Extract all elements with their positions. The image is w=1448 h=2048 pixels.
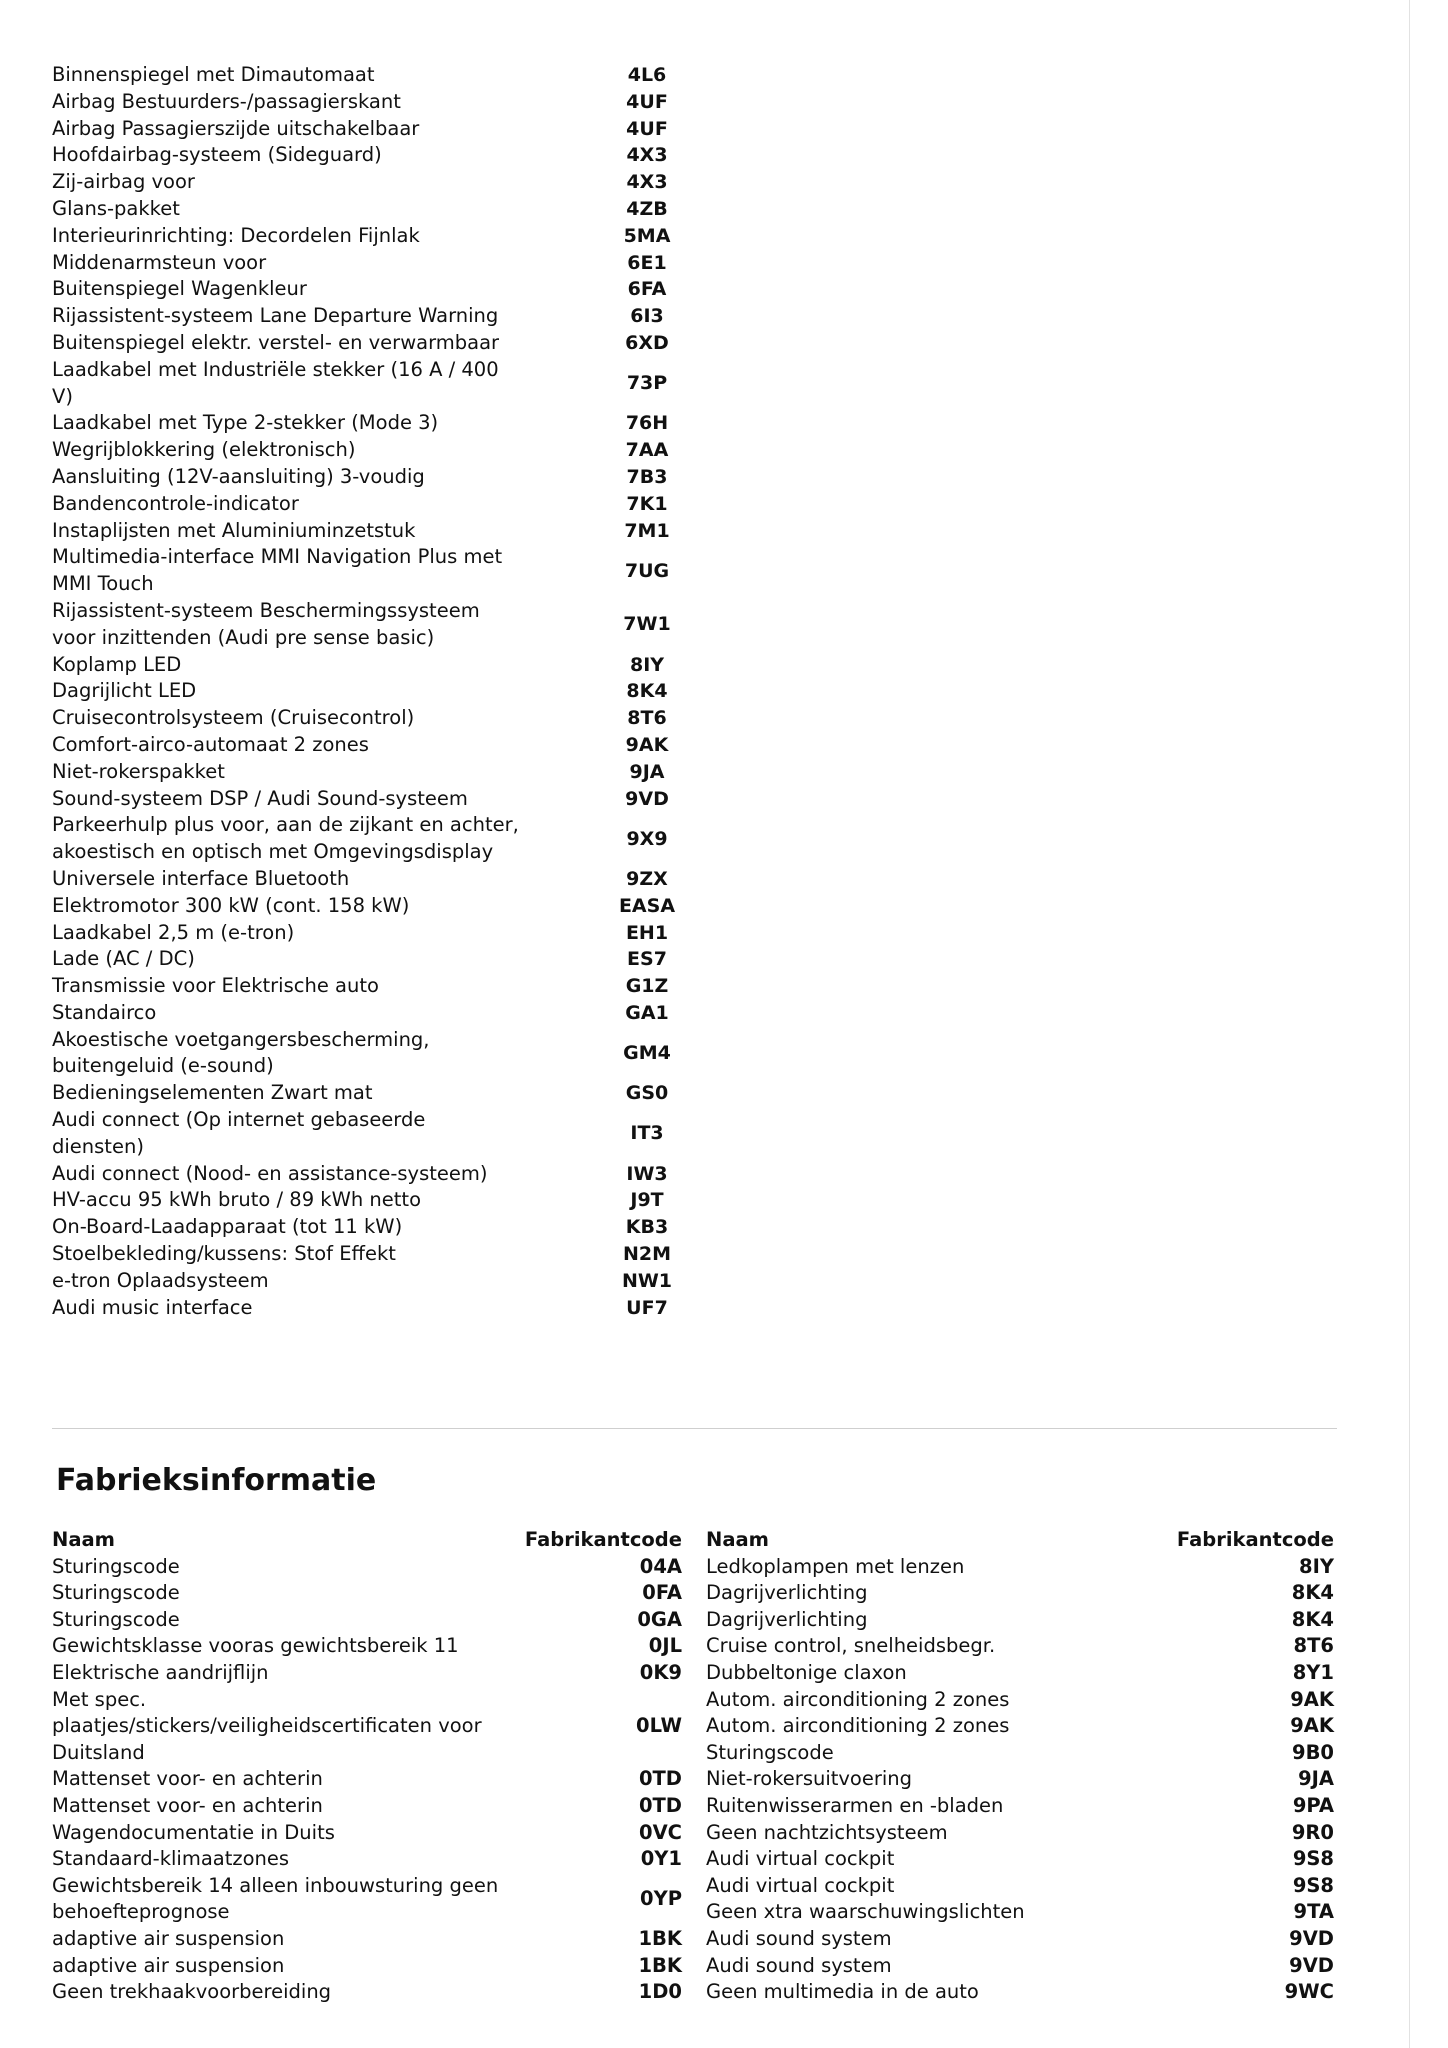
- factory-item-name: Niet-rokersuitvoering: [706, 1767, 913, 1791]
- option-code: 4X3: [626, 144, 668, 167]
- factory-row: [706, 1660, 1334, 1687]
- factory-item-name: Mattenset voor- en achterin: [52, 1767, 323, 1791]
- option-row: [52, 786, 702, 813]
- factory-row: [706, 1740, 1334, 1767]
- factory-item-name: Sturingscode: [52, 1581, 180, 1605]
- factory-row: [52, 1846, 682, 1873]
- option-code: ES7: [627, 948, 667, 971]
- factory-item-code: 04A: [639, 1554, 682, 1578]
- option-name: Stoelbekleding/kussens: Stof Effekt: [52, 1242, 396, 1266]
- header-code: Fabrikantcode: [1176, 1528, 1334, 1551]
- header-code: Fabrikantcode: [524, 1528, 682, 1551]
- factory-item-code: 0YP: [640, 1887, 682, 1911]
- factory-item-code: 0TD: [638, 1793, 682, 1817]
- factory-row: [52, 1926, 682, 1953]
- factory-item-code: 9PA: [1292, 1793, 1334, 1817]
- option-row: [52, 169, 702, 196]
- factory-row: [706, 1580, 1334, 1607]
- factory-row: [52, 1554, 682, 1581]
- option-code: 4X3: [626, 171, 668, 194]
- option-row: [52, 678, 702, 705]
- factory-item-name: Geen multimedia in de auto: [706, 1980, 979, 2004]
- factory-item-name: Dubbeltonige claxon: [706, 1660, 907, 1684]
- option-name: Airbag Passagierszijde uitschakelbaar: [52, 116, 420, 140]
- factory-item-name: Ledkoplampen met lenzen: [706, 1554, 965, 1578]
- option-code: 6I3: [630, 305, 664, 328]
- option-code: 76H: [625, 412, 669, 435]
- option-code: 6E1: [627, 251, 667, 274]
- option-row: [52, 276, 702, 303]
- factory-row: [52, 1687, 682, 1767]
- option-code: NW1: [621, 1269, 673, 1292]
- factory-row: [706, 1899, 1334, 1926]
- option-code: 7K1: [626, 492, 668, 515]
- option-name: Laadkabel met Industriële stekker (16 A / 400 V): [52, 357, 499, 408]
- option-code: J9T: [630, 1189, 664, 1212]
- factory-item-code: 0JL: [648, 1634, 682, 1658]
- option-code: 4L6: [627, 64, 667, 86]
- option-row: [52, 1295, 702, 1322]
- factory-row: [706, 1953, 1334, 1980]
- option-name: Parkeerhulp plus voor, aan de zijkant en achter, akoestisch en optisch met Omgevingsdisplay: [52, 813, 519, 864]
- factory-item-code: 9JA: [1298, 1767, 1334, 1791]
- option-code: GM4: [623, 1042, 671, 1065]
- section-divider: [52, 1428, 1337, 1429]
- factory-row: [52, 1580, 682, 1607]
- option-row: [52, 142, 702, 169]
- option-row: [52, 759, 702, 786]
- header-name: Naam: [52, 1528, 115, 1551]
- option-row: [52, 1214, 702, 1241]
- factory-table-right: [706, 1527, 1334, 2006]
- factory-row: [52, 1633, 682, 1660]
- option-name: Lade (AC / DC): [52, 947, 195, 971]
- option-row: [52, 223, 702, 250]
- factory-row: [52, 1660, 682, 1687]
- option-row: [52, 920, 702, 947]
- factory-row: [52, 1793, 682, 1820]
- option-code: 4UF: [626, 117, 668, 140]
- option-code: 8T6: [627, 707, 667, 730]
- option-code: 9AK: [625, 733, 669, 756]
- section-title: Fabrieksinformatie: [56, 1463, 377, 1498]
- option-name: Airbag Bestuurders-/passagierskant: [52, 89, 401, 113]
- factory-table-header: [52, 1527, 682, 1554]
- option-code: 8IY: [629, 653, 665, 676]
- option-name: Zij-airbag voor: [52, 170, 195, 194]
- factory-rows-left: [52, 1554, 682, 2006]
- option-row: [52, 1187, 702, 1214]
- factory-item-code: 8T6: [1293, 1634, 1334, 1658]
- factory-row: [52, 1979, 682, 2006]
- option-name: Binnenspiegel met Dimautomaat: [52, 63, 375, 86]
- option-row: [52, 1268, 702, 1295]
- factory-item-code: 8K4: [1291, 1581, 1334, 1605]
- option-name: Koplamp LED: [52, 652, 182, 676]
- option-row: [52, 357, 702, 411]
- option-row: [52, 1161, 702, 1188]
- option-name: Standairco: [52, 1000, 157, 1024]
- factory-row: [706, 1766, 1334, 1793]
- factory-row: [706, 1873, 1334, 1900]
- factory-item-code: 1BK: [638, 1953, 682, 1977]
- factory-item-name: Elektrische aandrijflijn: [52, 1660, 269, 1684]
- option-row: [52, 464, 702, 491]
- factory-item-name: Sturingscode: [52, 1607, 180, 1631]
- factory-item-code: 8K4: [1291, 1607, 1334, 1631]
- factory-item-name: Audi sound system: [706, 1953, 892, 1977]
- option-code: GS0: [625, 1082, 669, 1105]
- option-name: Buitenspiegel elektr. verstel- en verwarmbaar: [52, 330, 500, 354]
- option-code: 4UF: [626, 90, 668, 113]
- option-name: Rijassistent-systeem Lane Departure Warning: [52, 304, 499, 328]
- option-name: Audi connect (Nood- en assistance-systeem): [52, 1161, 488, 1185]
- option-code: 9JA: [629, 760, 665, 783]
- factory-row: [706, 1793, 1334, 1820]
- option-name: Niet-rokerspakket: [52, 759, 225, 783]
- option-code: EH1: [625, 921, 669, 944]
- option-row: [52, 330, 702, 357]
- header-name: Naam: [706, 1528, 769, 1551]
- factory-item-name: Geen nachtzichtsysteem: [706, 1820, 948, 1844]
- factory-item-code: 8IY: [1299, 1554, 1334, 1578]
- option-name: Rijassistent-systeem Beschermingssysteem voor inzittenden (Audi pre sense basic): [52, 598, 480, 649]
- option-code: KB3: [625, 1216, 669, 1239]
- option-code: 8K4: [626, 680, 668, 703]
- page-edge-line: [1409, 0, 1410, 2048]
- factory-item-name: Dagrijverlichting: [706, 1607, 868, 1631]
- factory-item-code: 9TA: [1293, 1900, 1334, 1924]
- factory-row: [52, 1873, 682, 1926]
- factory-item-code: 9AK: [1290, 1687, 1334, 1711]
- factory-item-name: Audi sound system: [706, 1926, 892, 1950]
- option-code: 73P: [626, 372, 668, 395]
- option-code: 9X9: [626, 827, 668, 850]
- option-row: [52, 1000, 702, 1027]
- factory-item-code: 0K9: [639, 1660, 682, 1684]
- factory-item-code: 0TD: [638, 1767, 682, 1791]
- factory-table-left: [52, 1527, 682, 2006]
- option-row: [52, 1241, 702, 1268]
- option-name: e-tron Oplaadsysteem: [52, 1268, 269, 1292]
- factory-item-code: 9R0: [1291, 1820, 1334, 1844]
- option-name: Hoofdairbag-systeem (Sideguard): [52, 143, 382, 167]
- option-row: [52, 89, 702, 116]
- option-row: [52, 303, 702, 330]
- factory-table-header: [706, 1527, 1334, 1554]
- option-name: Bandencontrole-indicator: [52, 491, 299, 515]
- option-row: [52, 1107, 702, 1161]
- option-row: [52, 866, 702, 893]
- options-list: [52, 62, 702, 1321]
- factory-item-name: Autom. airconditioning 2 zones: [706, 1714, 1010, 1738]
- factory-row: [706, 1633, 1334, 1660]
- option-name: Glans-pakket: [52, 196, 180, 220]
- option-name: HV-accu 95 kWh bruto / 89 kWh netto: [52, 1188, 422, 1212]
- option-row: [52, 1027, 702, 1081]
- option-row: [52, 946, 702, 973]
- option-name: Wegrijblokkering (elektronisch): [52, 438, 356, 462]
- option-name: Interieurinrichting: Decordelen Fijnlak: [52, 223, 420, 247]
- option-code: 7UG: [624, 559, 670, 582]
- factory-item-name: Geen trekhaakvoorbereiding: [52, 1980, 332, 2004]
- factory-item-code: 8Y1: [1292, 1660, 1334, 1684]
- factory-row: [706, 1713, 1334, 1740]
- option-code: EASA: [618, 894, 676, 917]
- option-name: Comfort-airco-automaat 2 zones: [52, 732, 369, 756]
- option-code: 9VD: [625, 787, 669, 810]
- factory-item-code: 9B0: [1292, 1740, 1334, 1764]
- factory-item-code: 0LW: [636, 1714, 682, 1738]
- factory-item-code: 0VC: [639, 1820, 682, 1844]
- option-row: [52, 437, 702, 464]
- option-row: [52, 196, 702, 223]
- option-name: Bedieningselementen Zwart mat: [52, 1081, 373, 1105]
- option-code: GA1: [625, 1001, 669, 1024]
- option-name: Akoestische voetgangersbescherming, buitengeluid (e-sound): [52, 1027, 430, 1078]
- factory-row: [52, 1766, 682, 1793]
- factory-item-name: Standaard-klimaatzones: [52, 1847, 290, 1871]
- factory-item-code: 1D0: [638, 1980, 682, 2004]
- factory-item-name: Wagendocumentatie in Duits: [52, 1820, 335, 1844]
- factory-item-name: Mattenset voor- en achterin: [52, 1793, 323, 1817]
- option-code: 4ZB: [626, 197, 668, 220]
- option-row: [52, 116, 702, 143]
- option-name: Buitenspiegel Wagenkleur: [52, 277, 307, 301]
- option-name: Aansluiting (12V-aansluiting) 3-voudig: [52, 464, 425, 488]
- option-code: 6XD: [625, 331, 669, 354]
- option-row: [52, 812, 702, 866]
- factory-item-code: 9AK: [1290, 1714, 1334, 1738]
- option-row: [52, 705, 702, 732]
- option-name: Laadkabel met Type 2-stekker (Mode 3): [52, 411, 439, 435]
- factory-row: [52, 1607, 682, 1634]
- option-code: 6FA: [627, 278, 667, 301]
- option-name: Sound-systeem DSP / Audi Sound-systeem: [52, 786, 468, 810]
- option-code: G1Z: [625, 975, 669, 998]
- option-row: [52, 893, 702, 920]
- factory-item-code: 9S8: [1292, 1847, 1334, 1871]
- factory-row: [706, 1687, 1334, 1714]
- factory-row: [706, 1846, 1334, 1873]
- option-name: Instaplijsten met Aluminiuminzetstuk: [52, 518, 416, 542]
- factory-row: [706, 1926, 1334, 1953]
- factory-item-name: Autom. airconditioning 2 zones: [706, 1687, 1010, 1711]
- option-row: [52, 491, 702, 518]
- option-name: Transmissie voor Elektrische auto: [52, 974, 379, 998]
- option-code: 9ZX: [626, 867, 668, 890]
- factory-item-name: Audi virtual cockpit: [706, 1873, 895, 1897]
- factory-item-name: adaptive air suspension: [52, 1953, 285, 1977]
- factory-item-name: Audi virtual cockpit: [706, 1847, 895, 1871]
- option-code: IT3: [630, 1122, 664, 1145]
- option-code: 7AA: [625, 439, 669, 462]
- option-row: [52, 410, 702, 437]
- option-row: [52, 973, 702, 1000]
- factory-row: [52, 1953, 682, 1980]
- option-code: 7M1: [624, 519, 670, 542]
- option-name: Middenarmsteun voor: [52, 250, 267, 274]
- option-name: Audi music interface: [52, 1295, 253, 1319]
- option-name: Elektromotor 300 kW (cont. 158 kW): [52, 893, 410, 917]
- factory-item-code: 1BK: [638, 1926, 682, 1950]
- option-name: Universele interface Bluetooth: [52, 866, 350, 890]
- factory-item-code: 9VD: [1289, 1926, 1334, 1950]
- factory-row: [706, 1607, 1334, 1634]
- factory-item-code: 0Y1: [640, 1847, 682, 1871]
- option-code: 5MA: [623, 224, 671, 247]
- factory-item-code: 9WC: [1284, 1980, 1334, 2004]
- factory-item-code: 0FA: [642, 1581, 682, 1605]
- option-code: N2M: [622, 1243, 672, 1266]
- option-code: 7B3: [626, 465, 668, 488]
- option-code: 7W1: [623, 613, 671, 636]
- option-row: [52, 1080, 702, 1107]
- option-code: UF7: [626, 1296, 668, 1319]
- option-name: Cruisecontrolsysteem (Cruisecontrol): [52, 706, 415, 730]
- factory-row: [706, 1820, 1334, 1847]
- option-row: [52, 732, 702, 759]
- factory-item-name: adaptive air suspension: [52, 1926, 285, 1950]
- option-code: IW3: [626, 1162, 668, 1185]
- option-name: Audi connect (Op internet gebaseerde diensten): [52, 1108, 426, 1158]
- factory-item-name: Geen xtra waarschuwingslichten: [706, 1900, 1025, 1924]
- factory-row: [706, 1979, 1334, 2006]
- option-name: On-Board-Laadapparaat (tot 11 kW): [52, 1215, 403, 1239]
- option-row: [52, 250, 702, 277]
- factory-row: [706, 1554, 1334, 1581]
- factory-item-name: Dagrijverlichting: [706, 1581, 868, 1605]
- option-name: Dagrijlicht LED: [52, 679, 197, 703]
- factory-rows-right: [706, 1554, 1334, 2006]
- option-row: [52, 518, 702, 545]
- factory-item-code: 9VD: [1289, 1953, 1334, 1977]
- factory-item-code: 0GA: [637, 1607, 682, 1631]
- factory-item-name: Ruitenwisserarmen en -bladen: [706, 1793, 1004, 1817]
- factory-row: [52, 1820, 682, 1847]
- factory-item-name: Met spec. plaatjes/stickers/veiligheidscertificaten voor Duitsland: [52, 1687, 482, 1764]
- option-row: [52, 652, 702, 679]
- factory-item-name: Gewichtsklasse vooras gewichtsbereik 11: [52, 1634, 459, 1658]
- option-row: [52, 598, 702, 652]
- option-row: [52, 62, 702, 89]
- option-name: Multimedia-interface MMI Navigation Plus met MMI Touch: [52, 545, 503, 596]
- option-name: Laadkabel 2,5 m (e-tron): [52, 920, 295, 944]
- factory-item-name: Sturingscode: [52, 1554, 180, 1578]
- factory-item-name: Gewichtsbereik 14 alleen inbouwsturing geen behoefteprognose: [52, 1873, 499, 1924]
- factory-item-code: 9S8: [1292, 1873, 1334, 1897]
- option-row: [52, 544, 702, 598]
- factory-item-name: Cruise control, snelheidsbegr.: [706, 1634, 996, 1658]
- factory-item-name: Sturingscode: [706, 1740, 834, 1764]
